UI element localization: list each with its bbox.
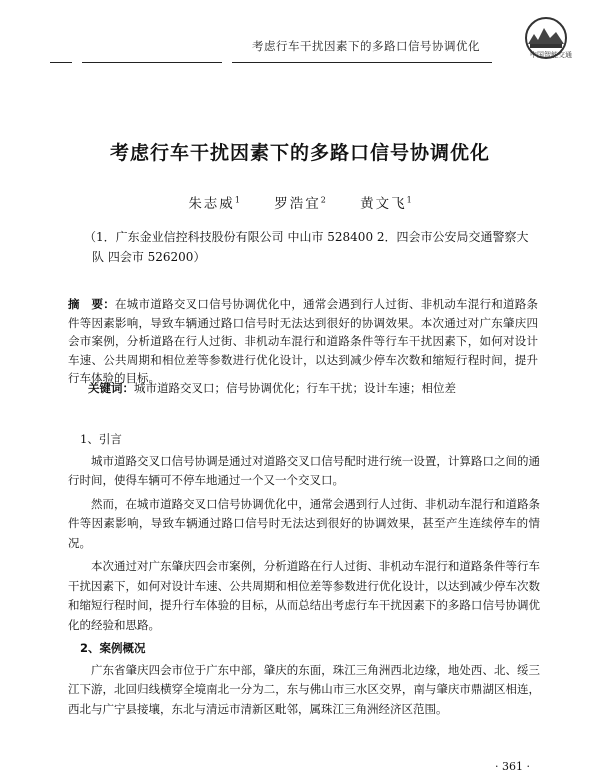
logo-text: 中国智能交通 bbox=[530, 51, 572, 59]
keywords-text: 城市道路交叉口；信号协调优化；行车干扰；设计车速；相位差 bbox=[134, 381, 456, 395]
paragraph: 城市道路交叉口信号协调是通过对道路交叉口信号配时进行统一设置，计算路口之间的通行时间，使得车辆可不停车地通过一个又一个交叉口。 bbox=[68, 453, 540, 487]
author: 黄文飞$^1$ bbox=[360, 195, 412, 212]
abstract bbox=[68, 295, 538, 388]
page-number: · 361 · bbox=[495, 760, 530, 773]
affiliation: （1．广东金业信控科技股份有限公司 中山市 528400 2．四会市公安局交通警察大队 四会市 526200） bbox=[84, 230, 529, 264]
keywords bbox=[88, 380, 538, 396]
section-heading: 2、案例概况 bbox=[80, 641, 146, 655]
section-heading: 1、引言 bbox=[80, 432, 122, 446]
paragraph: 然而，在城市道路交叉口信号协调优化中，通常会遇到行人过街、非机动车混行和道路条件等因素影响，导致车辆通过路口信号时无法达到很好的协调效果，甚至产生连续停车的情况。 bbox=[68, 496, 540, 550]
running-title: 考虑行车干扰因素下的多路口信号协调优化 bbox=[252, 39, 480, 53]
header-rule bbox=[82, 62, 222, 63]
author: 朱志威$^1$ bbox=[188, 195, 240, 212]
header-rule bbox=[232, 62, 492, 63]
page-header bbox=[0, 0, 600, 70]
abstract-label: 摘 要： bbox=[68, 297, 116, 311]
abstract-text: 在城市道路交叉口信号协调优化中，通常会遇到行人过街、非机动车混行和道路条件等因素影响，导致车辆通过路口信号时无法达到很好的协调效果。本次通过对广东肇庆四会市案例，分析道路在行人过街、非机动车混行和道路条件等行车干扰因素下，如何对设计车速、公共周期和相位差等参数进行优化设计，以达到减少停车次数和缩短行程时间，提升行车体验的目标。 bbox=[68, 297, 539, 385]
keywords-label: 关键词： bbox=[88, 381, 134, 395]
article-title: 考虑行车干扰因素下的多路口信号协调优化 bbox=[109, 142, 490, 164]
author-list bbox=[0, 192, 600, 212]
article-body bbox=[68, 427, 540, 723]
author: 罗浩宜$^2$ bbox=[274, 195, 326, 212]
paragraph: 本次通过对广东肇庆四会市案例，分析道路在行人过街、非机动车混行和道路条件等行车干扰因素下，如何对设计车速、公共周期和相位差等参数进行优化设计，以达到减少停车次数和缩短行程时间，提升行车体验的目标，从而总结出考虑行车干扰因素下的多路口信号协调优化的经验和思路。 bbox=[68, 559, 540, 632]
header-rule bbox=[50, 62, 72, 63]
paragraph: 广东省肇庆四会市位于广东中部，肇庆的东面，珠江三角洲西北边缘，地处西、北、绥三江下游，北回归线横穿全境南北一分为二，东与佛山市三水区交界，南与肇庆市鼎湖区相连，西北与广宁县接壤，东北与清远市清新区毗邻，属珠江三角洲经济区范围。 bbox=[68, 662, 540, 716]
